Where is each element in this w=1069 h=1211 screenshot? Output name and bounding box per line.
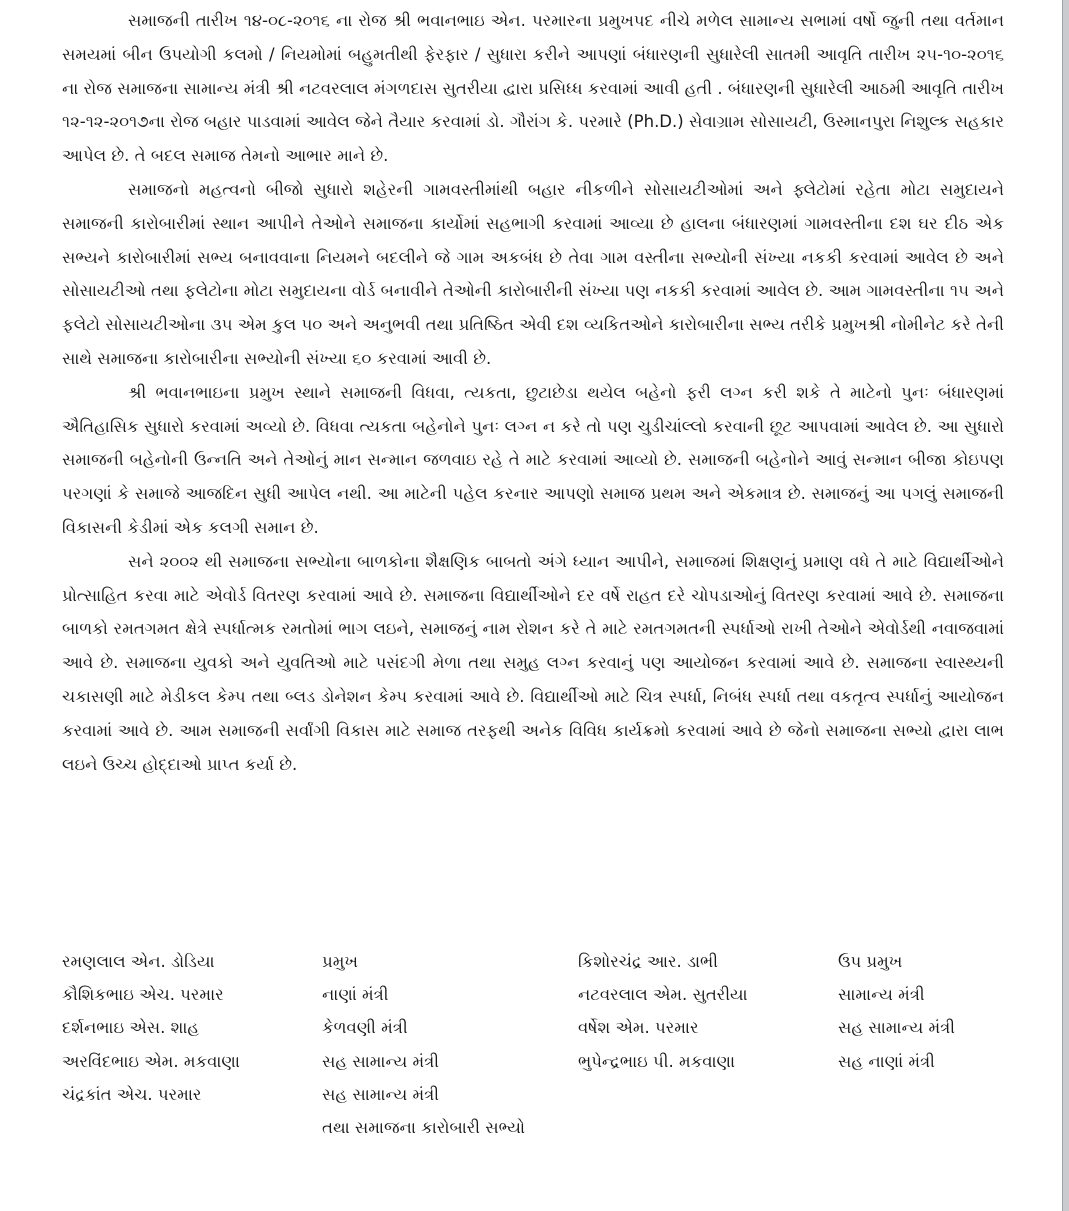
signatory-name: ચંદ્રકાંત એચ. પરમાર [62,1084,202,1104]
signatory-name: કિશોરચંદ્ર આર. ડાભી [578,951,718,971]
signatory-row [62,1045,1008,1078]
signatory-name: અરવિંદભાઇ એમ. મકવાણા [62,1051,240,1071]
signatory-role: સહ સામાન્ય મંત્રી [838,1018,955,1038]
signatory-name: વર્ષેશ એમ. પરમાર [578,1018,699,1038]
signatory-role: ઉપ પ્રમુખ [838,951,903,971]
signatory-name: ભુપેન્દ્રભાઇ પી. મકવાણા [578,1051,735,1071]
signatory-name: રમણલાલ એન. ડોડિયા [62,951,215,971]
signatory-row [62,1111,1008,1144]
signatory-name [62,1111,322,1144]
signatory-role: તથા સમાજના કારોબારી સભ્યો [322,1118,525,1138]
signatory-row [62,945,1008,978]
signatory-name [578,1111,838,1144]
paragraph-executive-committee: સમાજનો મહત્વનો બીજો સુધારો શહેરની ગામવસ્તીમાંથી બહાર નીકળીને સોસાયટીઓમાં અને ફ્લેટોમાં રહેતા મોટા સમુદાયને સમાજની કારોબારીમાં સ્થાન આપીને તેઓને સમાજના કાર્યોમાં સહભાગી કરવામાં આવ્યા છે હાલના બંધારણમાં ગામવસ્તીના દશ ઘર દીઠ એક સભ્યને કારોબારીમાં સભ્ય બનાવવાના નિયમને બદલીને જે ગામ અકબંધ છે તેવા ગામ વસ્તીના સભ્યોની સંખ્યા નકકી કરવામાં આવેલ છે અને સોસાયટીઓ તથા ફલેટોના મોટા સમુદાયના વોર્ડ બનાવીને તેઓની કારોબારીની સંખ્યા પણ નકકી કરવામાં આવેલ છે. આમ ગામવસ્તીના ૧૫ અને ફલેટો સોસાયટીઓના ૩૫ એમ કુલ ૫૦ અને અનુભવી તથા પ્રતિષ્ઠિત એવી દશ વ્યકિતઓને કારોબારીના સભ્ય તરીકે પ્રમુખશ્રી નોમીનેટ કરે તેની સાથે સમાજના કારોબારીના સભ્યોની સંખ્યા ૬૦ કરવામાં આવી છે. [62,179,1004,368]
signatory-name: દર્શનભાઇ એસ. શાહ [62,1018,200,1038]
document-body [62,4,1004,781]
signatory-row [62,1012,1008,1045]
signatory-role: સામાન્ય મંત્રી [838,984,925,1004]
signatory-row [62,1078,1008,1111]
signatory-role: સહ સામાન્ય મંત્રી [322,1051,439,1071]
signatory-role: કેળવણી મંત્રી [322,1018,408,1038]
signatory-name: કૌશિકભાઇ એચ. પરમાર [62,984,224,1004]
signatory-name: નટવરલાલ એમ. સુતરીયા [578,984,748,1004]
signatories-table [62,945,1008,1145]
signatory-role: સહ સામાન્ય મંત્રી [322,1084,439,1104]
paragraph-constitution-amendment: સમાજની તારીખ ૧૪-૦૮-૨૦૧૬ ના રોજ શ્રી ભવાનભાઇ એન. પરમારના પ્રમુખપદ નીચે મળેલ સામાન્ય સભામાં વર્ષો જુની તથા વર્તમાન સમયમાં બીન ઉપયોગી કલમો / નિયમોમાં બહુમતીથી ફેરફાર / સુધારા કરીને આપણાં બંધારણની સુધારેલી સાતમી આવૃતિ તારીખ ૨૫-૧૦-૨૦૧૬ ના રોજ સમાજના સામાન્ય મંત્રી શ્રી નટવરલાલ મંગળદાસ સુતરીયા દ્વારા પ્રસિધ્ધ કરવામાં આવી હતી . બંધારણની સુધારેલી આઠમી આવૃતિ તારીખ ૧૨-૧૨-૨૦૧૭ના રોજ બહાર પાડવામાં આવેલ જેને તૈયાર કરવામાં ડો. ગૌરાંગ કે. પરમારે (Ph.D.) સેવાગ્રામ સોસાયટી, ઉસ્માનપુરા નિશુલ્ક સહકાર આપેલ છે. તે બદલ સમાજ તેમનો આભાર માને છે. [62,11,1004,166]
page-edge [1062,0,1069,1211]
paragraph-widow-remarriage: શ્રી ભવાનભાઇના પ્રમુખ સ્થાને સમાજની વિધવા, ત્યકતા, છુટાછેડા થયેલ બહેનો ફરી લગ્ન કરી શકે તે માટેનો પુનઃ બંધારણમાં ઐતિહાસિક સુધારો કરવામાં અવ્યો છે. વિધવા ત્યકતા બહેનોને પુનઃ લગ્ન ન કરે તો પણ ચુડીચાંલ્લો કરવાની છૂટ આપવામાં આવેલ છે. આ સુધારો સમાજની બહેનોની ઉન્નતિ અને તેઓનું માન સન્માન જળવાઇ રહે તે માટે કરવામાં આવ્યો છે. સમાજની બહેનોને આવું સન્માન બીજા કોઇપણ પરગણાં કે સમાજે આજદિન સુધી આપેલ નથી. આ માટેની પહેલ કરનાર આપણો સમાજ પ્રથમ અને એકમાત્ર છે. સમાજનું આ પગલું સમાજની વિકાસની કેડીમાં એક કલગી સમાન છે. [62,382,1004,537]
signatory-role: નાણાં મંત્રી [322,984,389,1004]
signatory-role: સહ નાણાં મંત્રી [838,1051,935,1071]
signatory-role: પ્રમુખ [322,951,358,971]
signatory-role [838,1111,1008,1144]
signatory-role [838,1078,1008,1111]
signatory-row [62,978,1008,1011]
paragraph-education-activities: સને ૨૦૦૨ થી સમાજના સભ્યોના બાળકોના શૈક્ષણિક બાબતો અંગે ધ્યાન આપીને, સમાજમાં શિક્ષણનું પ્રમાણ વધે તે માટે વિદ્યાર્થીઓને પ્રોત્સાહિત કરવા માટે એવોર્ડ વિતરણ કરવામાં આવે છે. સમાજના વિદ્યાર્થીઓને દર વર્ષે રાહત દરે ચોપડાઓનું વિતરણ કરવામાં આવે છે. સમાજના બાળકો રમતગમત ક્ષેત્રે સ્પર્ધાત્મક રમતોમાં ભાગ લઇને, સમાજનું નામ રોશન કરે તે માટે રમતગમતની સ્પર્ધાઓ રાખી તેઓને એવોર્ડથી નવાજવામાં આવે છે. સમાજના યુવકો અને યુવતિઓ માટે પસંદગી મેળા તથા સમુહ લગ્ન કરવાનું પણ આયોજન કરવામાં આવે છે. સમાજના સ્વાસ્થ્યની ચકાસણી માટે મેડીકલ કેમ્પ તથા બ્લડ ડોનેશન કેમ્પ કરવામાં આવે છે. વિદ્યાર્થીઓ માટે ચિત્ર સ્પર્ધા, નિબંધ સ્પર્ધા તથા વકતૃત્વ સ્પર્ધાનું આયોજન કરવામાં આવે છે. આમ સમાજની સર્વાંગી વિકાસ માટે સમાજ તરફથી અનેક વિવિધ કાર્યક્રમો કરવામાં આવે છે જેનો સમાજના સભ્યો દ્વારા લાભ લઇને ઉચ્ચ હોદ્દાઓ પ્રાપ્ત કર્યા છે. [62,551,1004,774]
signatory-name [578,1078,838,1111]
